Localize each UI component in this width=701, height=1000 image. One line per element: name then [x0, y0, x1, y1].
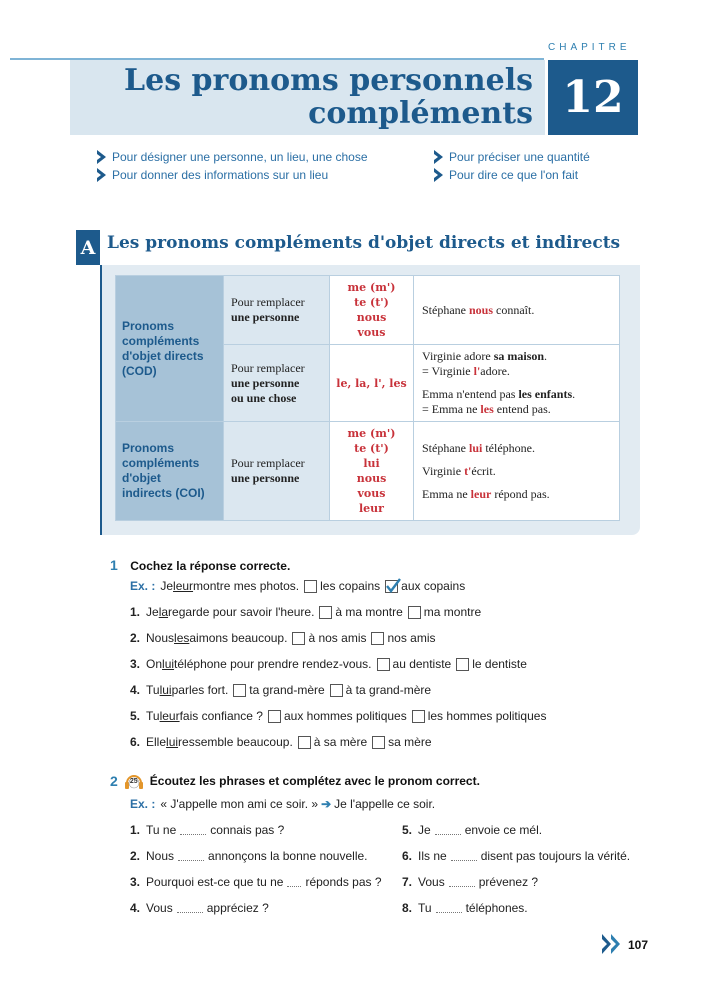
blank-field[interactable]: [451, 851, 477, 861]
audio-track-icon[interactable]: 25: [124, 772, 144, 790]
exercise-title: Écoutez les phrases et complétez avec le pronom correct.: [149, 774, 480, 788]
grammar-table: [115, 275, 620, 521]
chevron-right-icon: [433, 150, 444, 164]
chapter-label: CHAPITRE: [548, 42, 631, 53]
option-checkbox[interactable]: [377, 658, 390, 671]
option-checkbox[interactable]: [372, 736, 385, 749]
objective-4: Pour dire ce que l'on fait: [433, 168, 578, 182]
title-line-2: compléments: [308, 96, 533, 131]
page-title: [124, 64, 533, 130]
checkmark-icon: [385, 578, 401, 594]
exercise-1-header: [110, 557, 290, 575]
exercise-2-item: 3. Pourquoi est-ce que tu ne réponds pas ?: [130, 875, 382, 889]
option-checkbox-checked[interactable]: [385, 580, 398, 593]
option-checkbox[interactable]: [412, 710, 425, 723]
page-number: 107: [628, 938, 649, 952]
exercise-2-item: 1. Tu ne connais pas ?: [130, 823, 285, 837]
exercise-1-item: 1. Je la regarde pour savoir l'heure. à ma montre ma montre: [130, 605, 482, 619]
option-checkbox[interactable]: [292, 632, 305, 645]
objective-3: Pour préciser une quantité: [433, 150, 590, 164]
exercise-2-item: 6. Ils ne disent pas toujours la vérité.: [402, 849, 631, 863]
exercise-2-item: 2. Nous annonçons la bonne nouvelle.: [130, 849, 368, 863]
objective-1: Pour désigner une personne, un lieu, une chose: [96, 150, 368, 164]
exercise-1-item: 3. On lui téléphone pour prendre rendez-vous. au dentiste le dentiste: [130, 657, 527, 671]
option-checkbox[interactable]: [319, 606, 332, 619]
exercise-1-item: 2. Nous les aimons beaucoup. à nos amis nos amis: [130, 631, 436, 645]
coi-header: Pronoms compléments d'objet indirects (COI): [116, 422, 224, 521]
section-title: Les pronoms compléments d'objet directs et indirects: [107, 233, 621, 253]
double-chevron-right-icon: [600, 932, 624, 956]
blank-field[interactable]: [435, 825, 461, 835]
example-cell: Stéphane nous connaît.: [414, 276, 620, 345]
blank-field[interactable]: [287, 877, 301, 887]
chevron-right-icon: [96, 168, 107, 182]
arrow-right-icon: ➔: [321, 797, 332, 811]
exercise-number: 2: [110, 773, 118, 789]
option-checkbox[interactable]: [268, 710, 281, 723]
exercise-1-item: 5. Tu leur fais confiance ? aux hommes politiques les hommes politiques: [130, 709, 547, 723]
option-checkbox[interactable]: [298, 736, 311, 749]
blank-field[interactable]: [180, 825, 206, 835]
exercise-2-item: 5. Je envoie ce mél.: [402, 823, 543, 837]
pronoun-cell: me (m') te (t') nous vous: [330, 276, 414, 345]
pronoun-cell: le, la, l', les: [330, 345, 414, 422]
title-line-1: Les pronoms personnels: [124, 63, 533, 98]
table-row: [116, 422, 620, 521]
usage-cell: Pour remplacer une personne: [224, 422, 330, 521]
exercise-2-item: 7. Vous prévenez ?: [402, 875, 539, 889]
chapter-number: 12: [548, 60, 638, 135]
exercise-2-item: 4. Vous appréciez ?: [130, 901, 269, 915]
option-checkbox[interactable]: [408, 606, 421, 619]
exercise-1-item: 4. Tu lui parles fort. ta grand-mère à ta grand-mère: [130, 683, 432, 697]
cod-header: Pronoms compléments d'objet directs (COD): [116, 276, 224, 422]
exercise-1-item: 6. Elle lui ressemble beaucoup. à sa mère sa mère: [130, 735, 432, 749]
exercise-2-example: Ex. : « J'appelle mon ami ce soir. » ➔ Je l'appelle ce soir.: [130, 797, 436, 811]
option-checkbox[interactable]: [233, 684, 246, 697]
exercise-1-example: Ex. : Je leur montre mes photos. les copains aux copains: [130, 579, 466, 593]
exercise-number: 1: [110, 557, 118, 573]
chevron-right-icon: [433, 168, 444, 182]
exercise-title: Cochez la réponse correcte.: [130, 559, 291, 573]
section-letter: A: [76, 230, 100, 265]
blank-field[interactable]: [177, 903, 203, 913]
blank-field[interactable]: [449, 877, 475, 887]
pronoun-cell: me (m') te (t') lui nous vous leur: [330, 422, 414, 521]
option-checkbox[interactable]: [371, 632, 384, 645]
example-cell: Virginie adore sa maison. = Virginie l'adore. Emma n'entend pas les enfants. = Emma ne les entend pas.: [414, 345, 620, 422]
option-checkbox[interactable]: [456, 658, 469, 671]
section-rule: [100, 265, 102, 535]
objective-2: Pour donner des informations sur un lieu: [96, 168, 328, 182]
option-checkbox[interactable]: [330, 684, 343, 697]
chevron-right-icon: [96, 150, 107, 164]
exercise-2-header: [110, 772, 480, 790]
exercise-2-item: 8. Tu téléphones.: [402, 901, 528, 915]
blank-field[interactable]: [436, 903, 462, 913]
table-row: [116, 276, 620, 345]
blank-field[interactable]: [178, 851, 204, 861]
usage-cell: Pour remplacer une personne: [224, 276, 330, 345]
example-cell: Stéphane lui téléphone. Virginie t'écrit. Emma ne leur répond pas.: [414, 422, 620, 521]
option-checkbox[interactable]: [304, 580, 317, 593]
usage-cell: Pour remplacer une personne ou une chose: [224, 345, 330, 422]
